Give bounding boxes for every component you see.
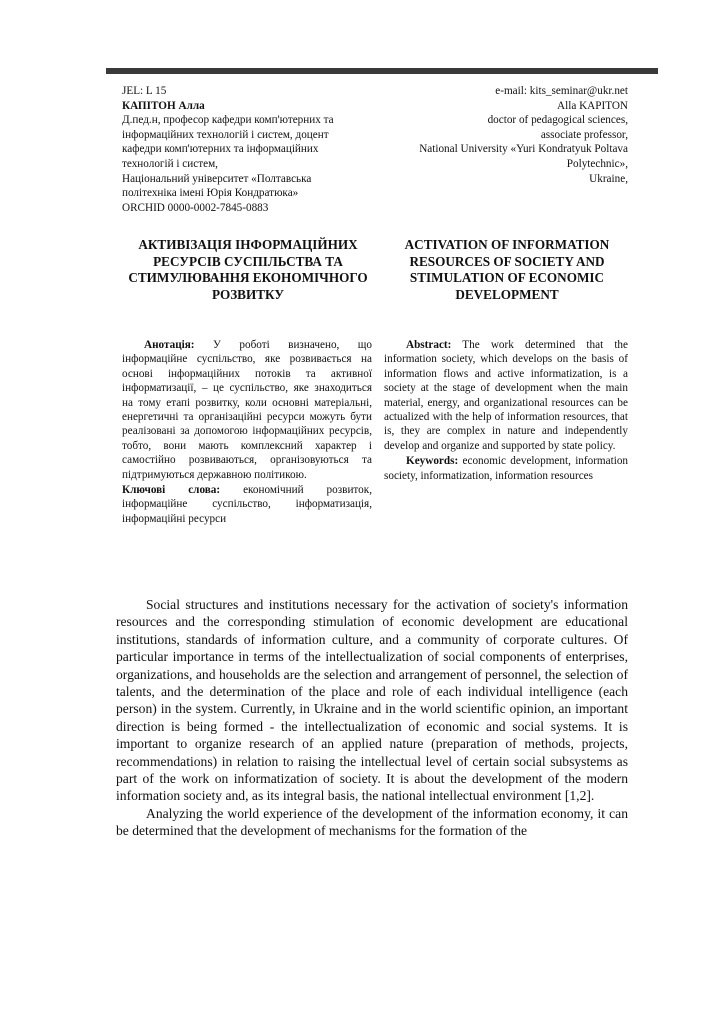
- abstract-en-body: The work determined that the information society, which develops on the basis of information flows and active informatization, is a society at the stage of development when the main material, energy, and organizational resources can be actualized with the help of information resources, that is, they are complex in nature and independently develop and organize and supported by state policy.: [384, 339, 628, 452]
- affiliation-line: Д.пед.н, професор кафедри комп'ютерних та: [122, 114, 334, 127]
- abstract-en-label: Abstract:: [406, 339, 452, 351]
- author-name-ua: КАПІТОН Алла: [122, 99, 205, 112]
- affiliation-line: National University «Yuri Kondratyuk Poltava: [419, 143, 628, 156]
- top-rule: [106, 68, 658, 74]
- affiliation-line: технологій і систем,: [122, 157, 218, 170]
- keywords-en-body: economic development, information society, informatization, information resources: [384, 455, 629, 482]
- abstract-ua-label: Анотація:: [144, 339, 195, 351]
- keywords-ua-body: економічний розвиток, інформаційне суспільство, інформатизація, інформаційні ресурси: [122, 484, 372, 525]
- abstract-ua-body: У роботі визначено, що інформаційне суспільство, яке розвивається на основі інформаційних потоків та активної інформатизації, – це суспільство, яке знаходиться на тому етапі розвитку, коли основні матеріальні, енергетичні та організаційні ресурси можуть бути реалізовані за допомогою інформаційних ресурсів, тобто, вони мають комплексний характер і самостійно розвиваються, організовуються та підтримуються державною політикою.: [122, 339, 372, 481]
- body-paragraph: Social structures and institutions necessary for the activation of society's information resources and the corresponding stimulation of economic development are educational institutions, standards of information culture, and a community of corporate cultures. Of particular importance in terms of the intellectualization of social components of enterprises, organizations, and households are the selection and arrangement of personnel, the selection of talents, and the determination of the place and role of each individual intelligence (each person) in the system. Currently, in Ukraine and in the world scientific opinion, an important direction is being formed - the intellectualization of economic and social systems. It is important to organize research of an applied nature (preparation of methods, projects, recommendations) in relation to raising the intellectual level of certain social subsystems as part of the work on informatization of society. It is about the development of the modern information society and, as its integral basis, the national intellectual environment [1,2].: [116, 597, 628, 804]
- affiliation-line: політехніка імені Юрія Кондратюка»: [122, 187, 299, 200]
- email: e-mail: kits_seminar@ukr.net: [495, 85, 628, 97]
- keywords-ua: [122, 483, 372, 526]
- orcid: ORCHID 0000-0002-7845-0883: [122, 201, 269, 214]
- abstract-ua: [122, 338, 372, 526]
- keywords-en: [384, 454, 628, 483]
- keywords-en-label: Keywords:: [406, 455, 459, 468]
- abstract-en: [384, 338, 628, 483]
- title-en: ACTIVATION OF INFORMATION RESOURCES OF SOCIETY AND STIMULATION OF ECONOMIC DEVELOPMENT: [404, 237, 610, 302]
- abstract-ua-text: [122, 338, 372, 482]
- main-body: [116, 596, 628, 840]
- affiliation-line: Національний університет «Полтавська: [122, 172, 312, 185]
- author-info-ua: [122, 84, 374, 215]
- affiliation-line: associate professor,: [540, 128, 628, 141]
- affiliation-line: Polytechnic»,: [566, 157, 628, 170]
- affiliation-line: кафедри комп'ютерних та інформаційних: [122, 143, 319, 156]
- affiliation-line: інформаційних технологій і систем, доцент: [122, 128, 329, 141]
- jel-code: JEL: L 15: [122, 85, 167, 97]
- abstract-en-text: [384, 338, 628, 453]
- author-name-en: Alla KAPITON: [557, 99, 628, 112]
- body-paragraph: Analyzing the world experience of the development of the information economy, it can be determined that the development of mechanisms for the formation of the: [116, 805, 628, 839]
- affiliation-line: doctor of pedagogical sciences,: [487, 114, 628, 127]
- title-ua: АКТИВІЗАЦІЯ ІНФОРМАЦІЙНИХ РЕСУРСІВ СУСПІЛЬСТВА ТА СТИМУЛЮВАННЯ ЕКОНОМІЧНОГО РОЗВИТКУ: [128, 237, 368, 302]
- author-info-en: [384, 84, 628, 186]
- affiliation-line: Ukraine,: [589, 172, 628, 185]
- keywords-ua-label: Ключові слова:: [122, 484, 221, 497]
